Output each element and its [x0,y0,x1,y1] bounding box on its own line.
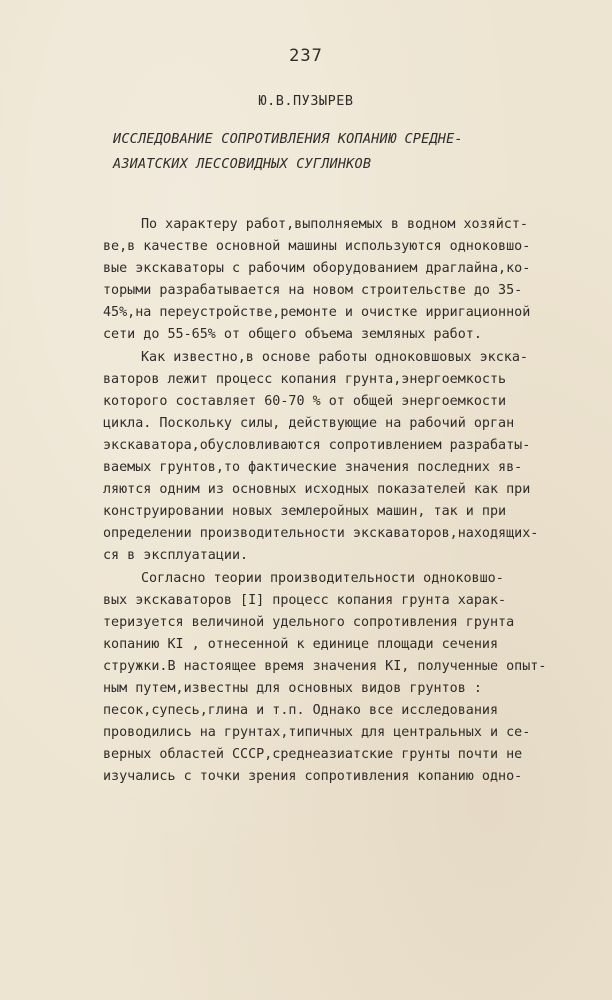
text-line: стружки.В настоящее время значения KI, полученные опыт- [103,658,547,674]
text-line: проводились на грунтах,типичных для центральных и се- [103,725,531,741]
text-line: вые экскаваторы с рабочим оборудованием драглайна,ко- [103,261,531,277]
text-line: копанию KI , отнесенной к единице площади сечения [103,636,499,652]
text-line: ваторов лежит процесс копания грунта,энергоемкость [103,371,507,387]
text-line: Как известно,в основе работы одноковшовых экска- [141,349,528,365]
text-line: ве,в качестве основной машины используются одноковшо- [103,239,531,255]
author-name: Ю.В.ПУЗЫРЕВ [258,93,354,109]
text-line: сети до 55-65% от общего объема земляных работ. [103,327,482,343]
text-line: экскаватора,обусловливаются сопротивлением разрабаты- [103,437,531,453]
title-line: ИССЛЕДОВАНИЕ СОПРОТИВЛЕНИЯ КОПАНИЮ СРЕДНЕ- [113,131,463,147]
text-line: ся в эксплуатации. [103,548,249,564]
text-line: цикла. Поскольку силы, действующие на рабочий орган [103,415,515,431]
text-line: конструировании новых землеройных машин, так и при [103,504,507,520]
text-line: ваемых грунтов,то фактические значения последних яв- [103,460,523,476]
text-line: Согласно теории производительности одноковшо- [141,570,504,586]
article-title [113,127,533,177]
text-line: ным путем,известны для основных видов грунтов : [103,680,482,696]
text-line: ляются одним из основных исходных показателей как при [103,482,531,498]
page-number: 237 [289,46,323,66]
text-line: теризуется величиной удельного сопротивления грунта [103,614,515,630]
text-line: песок,супесь,глина и т.п. Однако все исследования [103,703,499,719]
text-line: торыми разрабатывается на новом строительстве до 35- [103,283,523,299]
text-line: 45%,на переустройстве,ремонте и очистке ирригационной [103,305,531,321]
text-line: вых экскаваторов [I] процесс копания грунта харак- [103,592,507,608]
text-line: определении производительности экскаваторов,находящих- [103,526,539,542]
text-line: По характеру работ,выполняемых в водном хозяйст- [141,217,528,232]
text-line: которого составляет 60-70 % от общей энергоемкости [103,393,507,409]
body-text [103,214,547,788]
title-line: АЗИАТСКИХ ЛЕССОВИДНЫХ СУГЛИНКОВ [113,156,372,172]
text-line: изучались с точки зрения сопротивления копанию одно- [103,769,523,785]
text-line: верных областей СССР,среднеазиатские грунты почти не [103,747,523,763]
